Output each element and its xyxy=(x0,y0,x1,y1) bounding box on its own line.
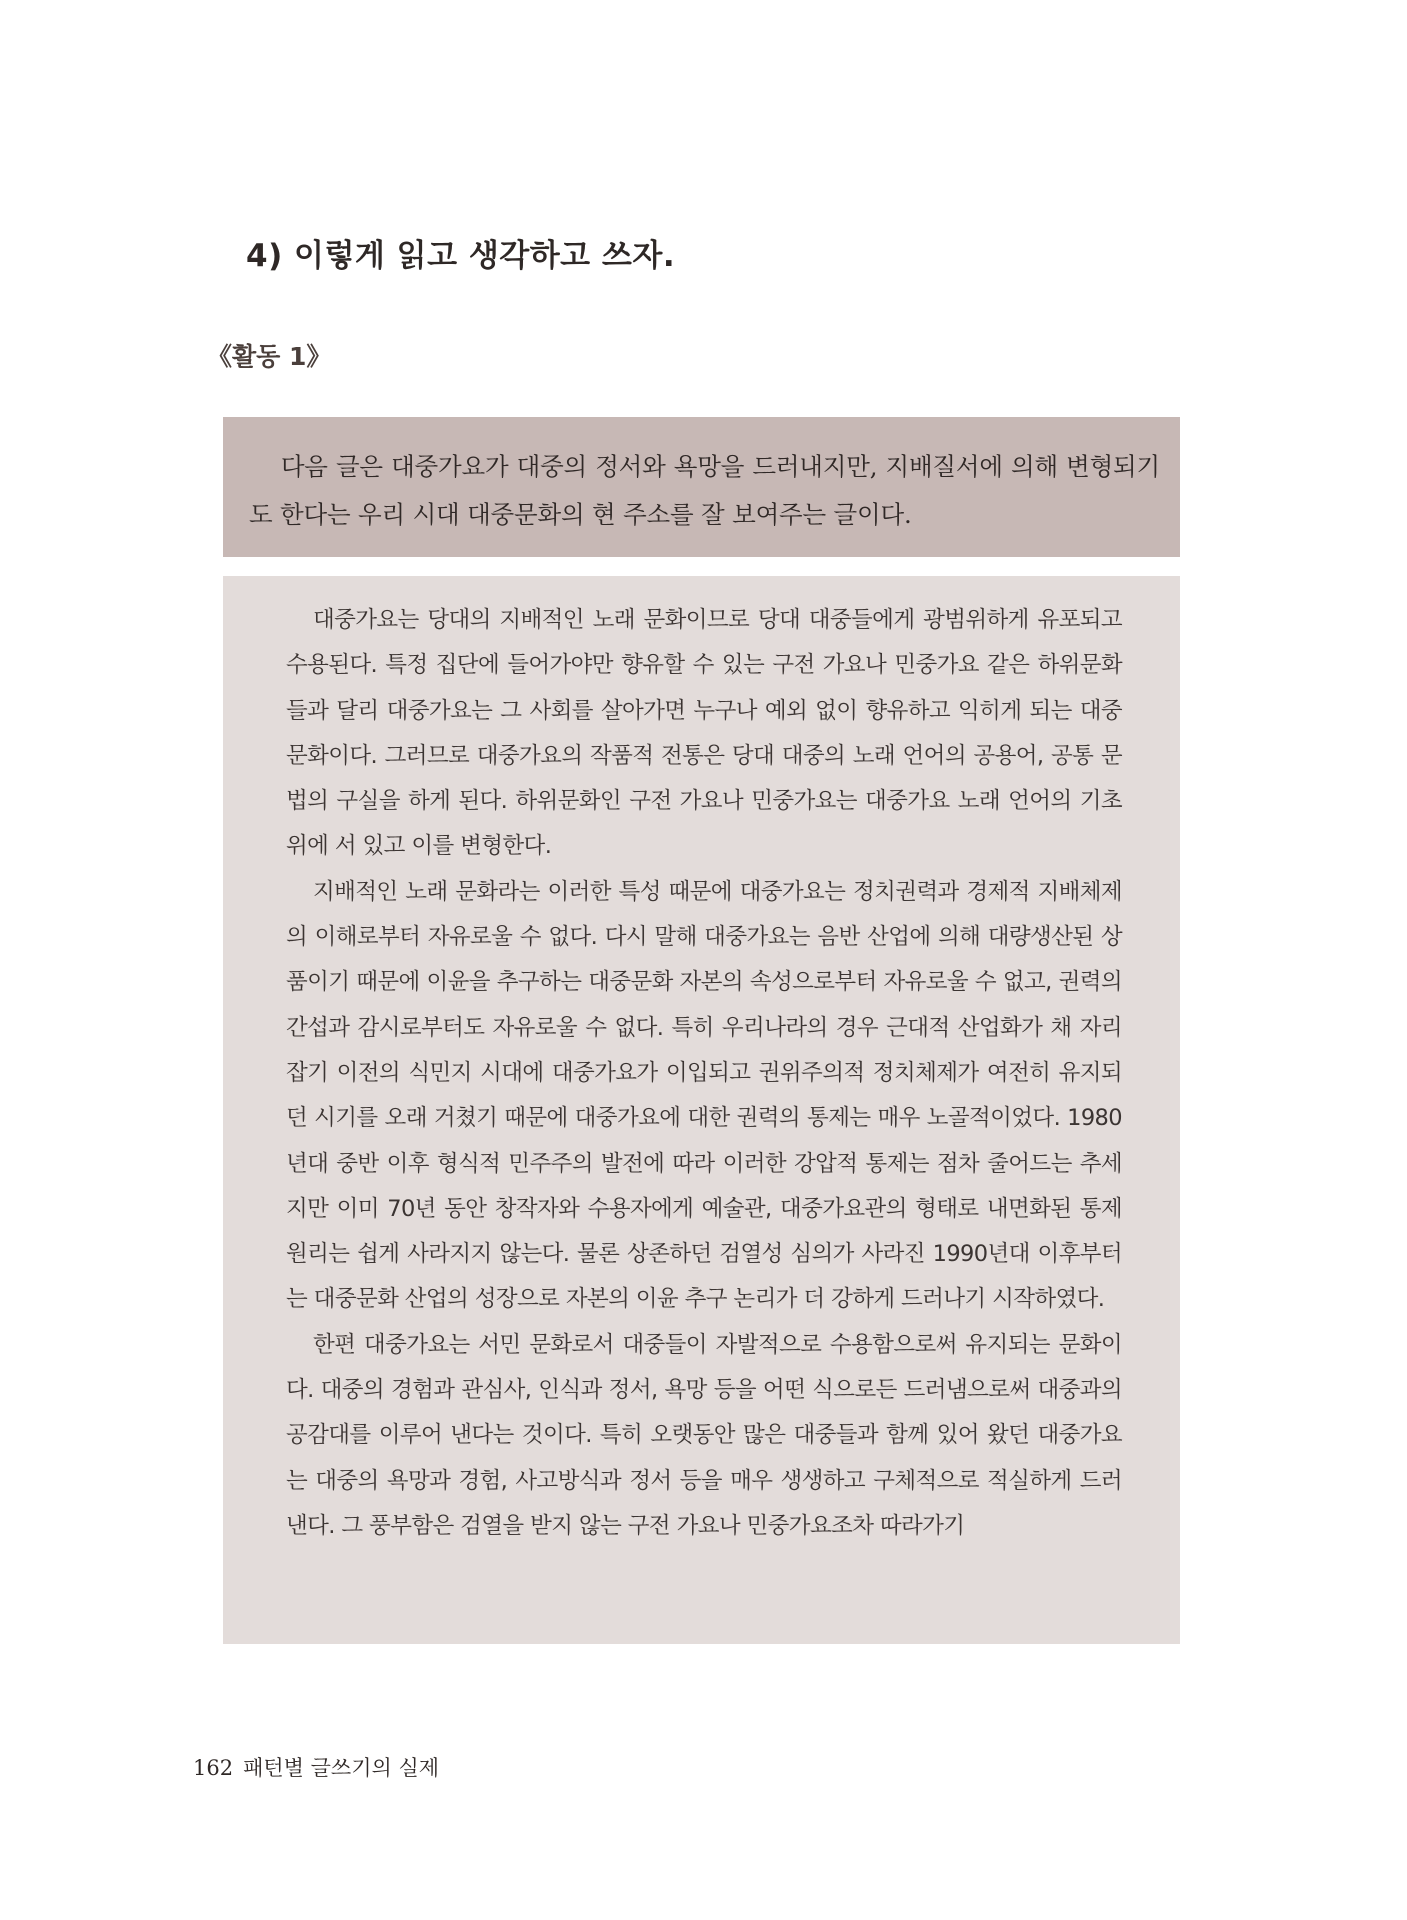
activity-prompt-text: 다음 글은 대중가요가 대중의 정서와 욕망을 드러내지만, 지배질서에 의해 변형되기도 한다는 우리 시대 대중문화의 현 주소를 잘 보여주는 글이다. xyxy=(249,452,1160,529)
reading-passage-box xyxy=(223,576,1180,1644)
page-footer xyxy=(193,1752,439,1782)
reading-paragraph-3: 한편 대중가요는 서민 문화로서 대중들이 자발적으로 수용함으로써 유지되는 문화이다. 대중의 경험과 관심사, 인식과 정서, 욕망 등을 어떤 식으로든 드러냄으로써 대중과의 공감대를 이루어 낸다는 것이다. 특히 오랫동안 많은 대중들과 함께 있어 왔던 대중가요는 대중의 욕망과 경험, 사고방식과 정서 등을 매우 생생하고 구체적으로 적실하게 드러낸다. 그 풍부함은 검열을 받지 않는 구전 가요나 민중가요조차 따라가기 xyxy=(286,1331,1122,1539)
book-title: 패턴별 글쓰기의 실제 xyxy=(243,1756,440,1780)
page-number: 162 xyxy=(193,1756,234,1780)
activity-label: 《활동 1》 xyxy=(207,342,332,371)
reading-paragraph-2: 지배적인 노래 문화라는 이러한 특성 때문에 대중가요는 정치권력과 경제적 지배체제의 이해로부터 자유로울 수 없다. 다시 말해 대중가요는 음반 산업에 의해 대량생산된 상품이기 때문에 이윤을 추구하는 대중문화 자본의 속성으로부터 자유로울 수 없고, 권력의 간섭과 감시로부터도 자유로울 수 없다. 특히 우리나라의 경우 근대적 산업화가 채 자리 잡기 이전의 식민지 시대에 대중가요가 이입되고 권위주의적 정치체제가 여전히 유지되던 시기를 오래 거쳤기 때문에 대중가요에 대한 권력의 통제는 매우 노골적이었다. 1980년대 중반 이후 형식적 민주주의 발전에 따라 이러한 강압적 통제는 점차 줄어드는 추세지만 이미 70년 동안 창작자와 수용자에게 예술관, 대중가요관의 형태로 내면화된 통제 원리는 쉽게 사라지지 않는다. 물론 상존하던 검열성 심의가 사라진 1990년대 이후부터는 대중문화 산업의 성장으로 자본의 이윤 추구 논리가 더 강하게 드러나기 시작하였다. xyxy=(286,878,1122,1313)
section-title: 4) 이렇게 읽고 생각하고 쓰자. xyxy=(246,238,676,274)
reading-paragraph-1: 대중가요는 당대의 지배적인 노래 문화이므로 당대 대중들에게 광범위하게 유포되고 수용된다. 특정 집단에 들어가야만 향유할 수 있는 구전 가요나 민중가요 같은 하위문화들과 달리 대중가요는 그 사회를 살아가면 누구나 예외 없이 향유하고 익히게 되는 대중문화이다. 그러므로 대중가요의 작품적 전통은 당대 대중의 노래 언어의 공용어, 공통 문법의 구실을 하게 된다. 하위문화인 구전 가요나 민중가요는 대중가요 노래 언어의 기초 위에 서 있고 이를 변형한다. xyxy=(286,607,1122,860)
activity-prompt-box xyxy=(223,417,1180,557)
